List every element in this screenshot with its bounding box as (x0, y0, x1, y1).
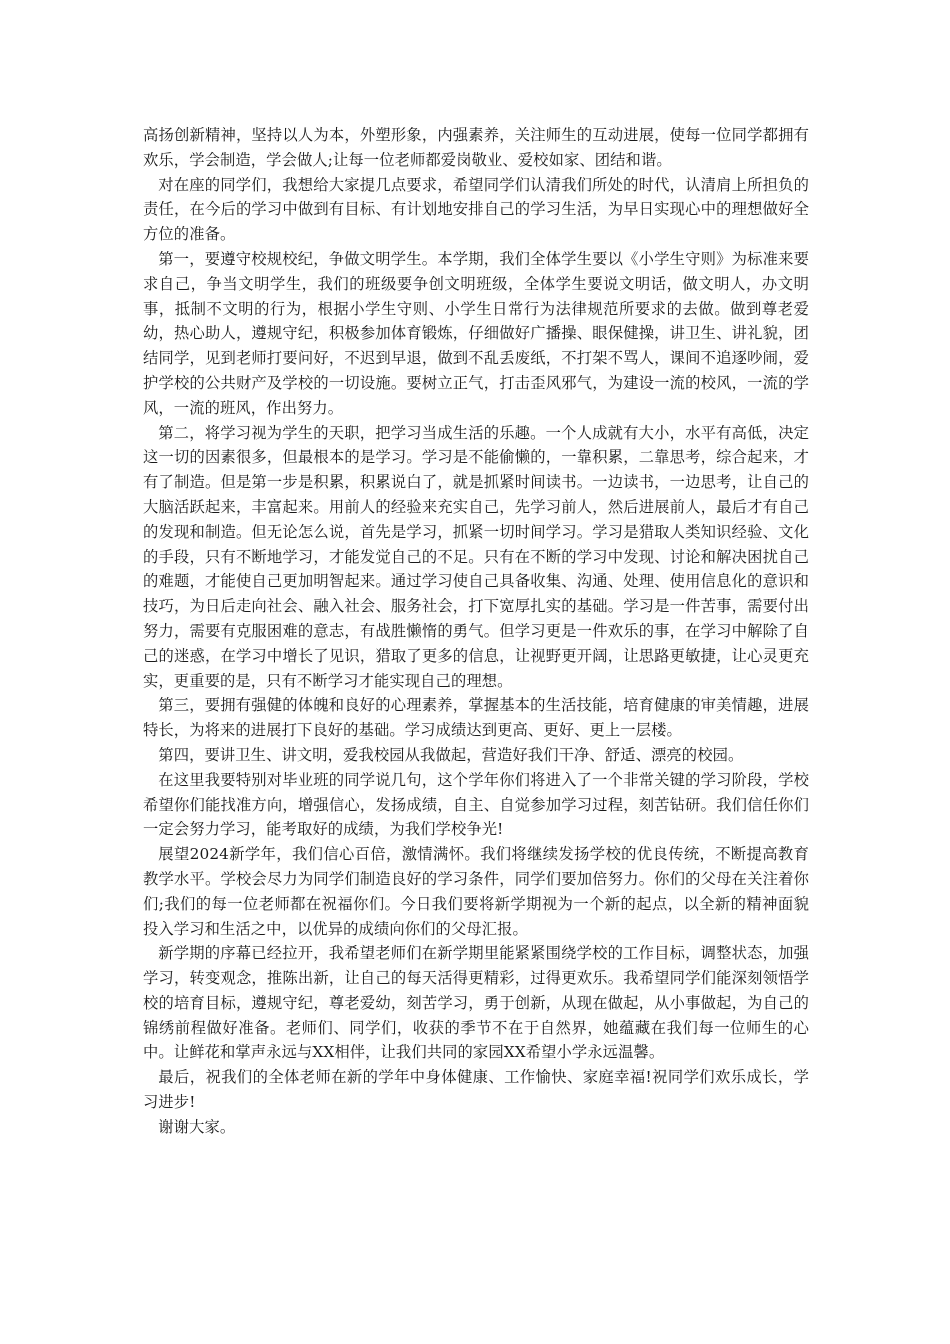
paragraph-thanks: 谢谢大家。 (158, 1117, 236, 1136)
paragraph-requirements-intro: 对在座的同学们，我想给大家提几点要求，希望同学们认清我们所处的时代，认清肩上所担负的责任，在今后的学习中做到有目标、有计划地安排自己的学习生活，为早日实现心中的理想做好全方位的准备。 (143, 175, 809, 244)
paragraph-intro-continued: 高扬创新精神，坚持以人为本，外塑形象，内强素养，关注师生的互动进展，使每一位同学都拥有欢乐，学会制造，学会做人;让每一位老师都爱岗敬业、爱校如家、团结和谐。 (143, 126, 809, 169)
paragraph-new-year-outlook: 展望2024新学年，我们信心百倍，激情满怀。我们将继续发扬学校的优良传统，不断提高教育教学水平。学校会尽力为同学们制造良好的学习条件，同学们要加倍努力。你们的父母在关注着你们;我们的每一位老师都在祝福你们。今日我们要将新学期视为一个新的起点，以全新的精神面貌投入学习和生活之中，以优异的成绩向你们的父母汇报。 (143, 845, 809, 938)
paragraph-fourth-requirement: 第四，要讲卫生、讲文明，爱我校园从我做起，营造好我们干净、舒适、漂亮的校园。 (158, 745, 744, 764)
paragraph-closing-wishes: 最后，祝我们的全体老师在新的学年中身体健康、工作愉快、家庭幸福!祝同学们欢乐成长，学习进步! (143, 1068, 809, 1112)
paragraph-first-requirement: 第一，要遵守校规校纪，争做文明学生。本学期，我们全体学生要以《小学生守则》为标准来要求自己，争当文明学生，我们的班级要争创文明班级，全体学生要说文明话，做文明人，办文明事，抵制不文明的行为，根据小学生守则、小学生日常行为法律规范所要求的去做。做到尊老爱幼，热心助人，遵规守纪，积极参加体育锻炼，仔细做好广播操、眼保健操，讲卫生、讲礼貌，团结同学，见到老师打要问好，不迟到早退，做到不乱丢废纸，不打架不骂人，课间不追逐吵闹，爱护学校的公共财产及学校的一切设施。要树立正气，打击歪风邪气，为建设一流的校风，一流的学风，一流的班风，作出努力。 (143, 249, 809, 417)
paragraph-second-requirement: 第二，将学习视为学生的天职，把学习当成生活的乐趣。一个人成就有大小，水平有高低，决定这一切的因素很多，但最根本的是学习。学习是不能偷懒的，一靠积累，二靠思考，综合起来，才有了制造。但是第一步是积累，积累说白了，就是抓紧时间读书。一边读书，一边思考，让自己的大脑活跃起来，丰富起来。用前人的经验来充实自己，先学习前人，然后进展前人，最后才有自己的发现和制造。但无论怎么说，首先是学习，抓紧一切时间学习。学习是猎取人类知识经验、文化的手段，只有不断地学习，才能发觉自己的不足。只有在不断的学习中发现、讨论和解决困扰自己的难题，才能使自己更加明智起来。通过学习使自己具备收集、沟通、处理、使用信息化的意识和技巧，为日后走向社会、融入社会、服务社会，打下宽厚扎实的基础。学习是一件苦事，需要付出努力，需要有克服困难的意志，有战胜懒惰的勇气。但学习更是一件欢乐的事，在学习中解除了自己的迷惑，在学习中增长了见识，猎取了更多的信息，让视野更开阔，让思路更敏捷，让心灵更充实，更重要的是，只有不断学习才能实现自己的理想。 (143, 423, 809, 690)
document-body (143, 123, 809, 1140)
paragraph-third-requirement: 第三，要拥有强健的体魄和良好的心理素养，掌握基本的生活技能，培育健康的审美情趣，进展特长，为将来的进展打下良好的基础。学习成绩达到更高、更好、更上一层楼。 (143, 696, 809, 740)
paragraph-new-semester: 新学期的序幕已经拉开，我希望老师们在新学期里能紧紧围绕学校的工作目标，调整状态，加强学习，转变观念，推陈出新，让自己的每天活得更精彩，过得更欢乐。我希望同学们能深刻领悟学校的培育目标，遵规守纪，尊老爱幼，刻苦学习，勇于创新，从现在做起，从小事做起，为自己的锦绣前程做好准备。老师们、同学们，收获的季节不在于自然界，她蕴藏在我们每一位师生的心中。让鲜花和掌声永远与XX相伴，让我们共同的家园XX希望小学永远温馨。 (143, 944, 809, 1062)
paragraph-graduating-class: 在这里我要特别对毕业班的同学说几句，这个学年你们将进入了一个非常关键的学习阶段，学校希望你们能找准方向，增强信心，发扬成绩，自主、自觉参加学习过程，刻苦钻研。我们信任你们一定会努力学习，能考取好的成绩，为我们学校争光! (143, 770, 809, 839)
